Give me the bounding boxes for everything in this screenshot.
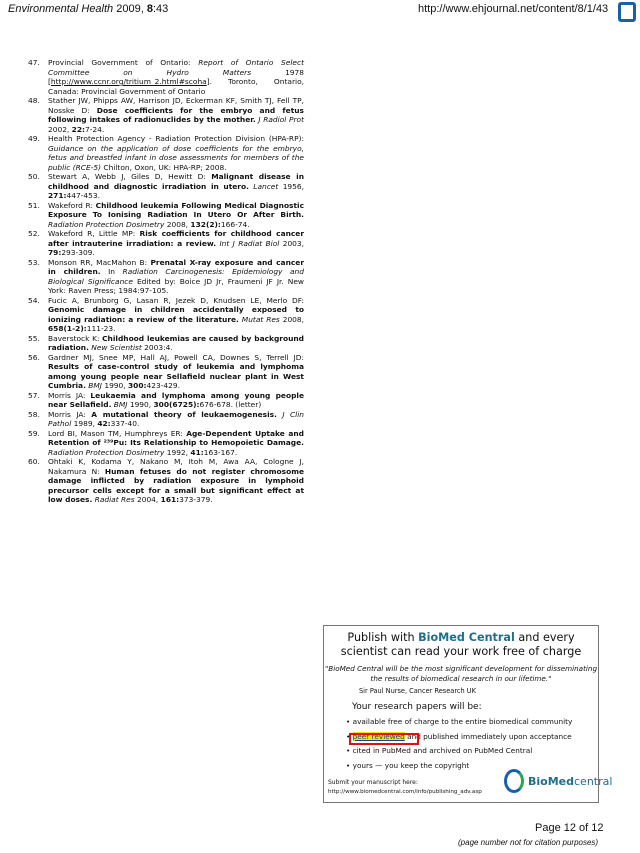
reference-segment: Risk coefficients for childhood cancer after intrauterine irradiation: a review. [48,229,305,248]
benefit-item [346,730,598,745]
reference-segment: 163-167. [203,447,238,457]
reference-segment: 676-678. (letter) [199,400,262,409]
reference-number: 51. [28,200,40,210]
reference-text [48,229,304,258]
reference-segment: Lancet [248,181,279,191]
reference-segment: Radiation Protection Dosimetry [48,219,165,229]
journal-year: 2009, [116,3,144,15]
submit-label: Submit your manuscript here: [328,779,418,786]
reference-segment: Mutat Res [238,314,280,324]
ad-headline [324,631,598,659]
page-number-note: (page number not for citation purposes) [458,838,599,847]
benefit-item: • yours — you keep the copyright [346,760,470,770]
reference-number: 54. [28,295,40,305]
benefits-list [346,715,598,773]
reference-segment: Baverstock K: [48,333,103,343]
reference-segment: Morris JA: [48,409,92,419]
benefit-text: and published immediately upon acceptance [404,731,572,741]
ad-headline-text: and every [514,631,575,644]
reference-number: 58. [28,409,40,419]
reference-segment: 2003, [279,238,304,248]
reference-text [48,457,304,505]
reference-segment: 166-74. [220,219,250,229]
reference-segment: Morris JA: [48,390,91,400]
reference-segment: 2002, [48,124,72,134]
reference-segment: BMJ [85,381,102,390]
reference-segment: 1978 [ [48,67,305,86]
reference-number: 53. [28,257,40,267]
reference-segment: 42: [97,419,111,428]
reference-segment: 111-23. [86,324,116,333]
reference-item [28,410,304,429]
reference-segment: 2004, [134,495,161,504]
reference-segment: Health Protection Agency - Radiation Protection Division (HPA-RP): [48,134,304,143]
biomed-central-ad [323,625,613,803]
reference-item [28,353,304,391]
reference-segment: 161: [160,495,180,504]
reference-number: 48. [28,96,40,105]
reference-segment: 293-309. [61,248,95,257]
reference-segment: Malignant disease in childhood and diagnostic irradiation in utero. [48,172,304,191]
reference-segment: Edited by: Boice JD Jr, Fraumeni JF Jr. New York: Raven Press; 1984:97-105. [48,276,304,295]
reference-segment: 1990, [127,400,154,409]
reference-segment: 22: [71,124,85,134]
submit-url[interactable]: http://www.biomedcentral.com/info/publishing_adv.asp [328,789,482,795]
article-number: :43 [152,3,169,15]
reference-segment: Wakeford R, Little MP: [48,229,140,238]
reference-number: 49. [28,134,40,143]
reference-segment: In [100,267,123,276]
reference-text [48,134,304,172]
reference-segment: Childhood leukemia Following Medical Diagnostic Exposure To Ionising Radiation In Utero Or After Birth. [48,200,304,219]
reference-item [28,96,304,134]
reference-segment: Int J Radiat Biol [216,238,280,248]
journal-name: Environmental Health [8,3,114,15]
reference-segment: Wakeford R: [48,200,96,210]
logo-ring-icon [504,769,524,793]
reference-segment: 337-40. [110,419,140,428]
reference-number: 55. [28,333,40,343]
journal-volume: 8 [146,3,153,15]
journal-citation [8,3,168,15]
reference-segment: 423-429. [146,381,180,390]
reference-segment: 373-379. [179,495,213,504]
reference-number: 57. [28,390,40,400]
reference-segment: 2008, [164,219,191,229]
reference-number: 52. [28,229,40,238]
reference-segment: ]. Toronto, Ontario, Canada: Provincial Government of Ontario [48,77,304,96]
reference-segment: Chilton, Oxon, UK: HPA-RP; 2008. [101,162,227,172]
reference-segment: J Radiol Prot [255,115,304,124]
bullet: • [346,731,353,741]
reference-segment: A mutational theory of leukaemogenesis. [91,409,277,419]
logo-rest: central [574,774,613,788]
reference-segment: Radiation Carcinogenesis: Epidemiology and Biological Significance [48,267,304,286]
article-url[interactable]: http://www.ehjournal.net/content/8/1/43 [418,3,609,15]
reference-number: 60. [28,457,40,466]
peer-reviewed-highlight[interactable]: peer reviewed [352,731,405,741]
reference-number: 50. [28,172,40,181]
reference-text [48,201,304,230]
reference-number: 56. [28,352,40,362]
reference-segment: Prenatal X-ray exposure and cancer in children. [48,257,304,276]
reference-text [48,334,304,353]
reference-segment: 1990, [101,381,128,390]
quote-author: Sir Paul Nurse, Cancer Research UK [359,687,476,695]
logo-bold: BioMed [528,774,574,788]
reference-item [28,229,304,258]
papers-heading: Your research papers will be: [352,702,482,712]
reference-segment: Lord BI, Mason TM, Humphreys ER: [48,428,187,438]
ad-quote: "BioMed Central will be the most significant development for disseminating the results of biomedical research in our lifetime." [324,664,598,683]
reference-segment: 2008, [279,314,305,324]
submit-info [328,778,482,797]
reference-segment: 132(2): [190,219,221,229]
reference-segment: Ohtaki K, Kodama Y, Nakano M, Itoh M, Awa AA, Cologne J, Nakamura N: [48,457,304,476]
reference-segment: Stewart A, Webb J, Giles D, Hewitt D: [48,172,212,181]
reference-text [48,172,304,201]
benefit-item: • available free of charge to the entire biomedical community [346,717,573,726]
reference-segment: Stather JW, Phipps AW, Harrison JD, Eckerman KF, Smith TJ, Fell TP, Nosske D: [48,96,304,115]
reference-segment: 1992, [164,447,191,457]
reference-segment: Radiation Protection Dosimetry [48,447,165,457]
reference-segment: 1956, [278,181,304,191]
reference-list [28,58,304,505]
reference-segment: 2003:4. [141,343,173,352]
reference-link[interactable]: http://www.ccnr.org/tritium_2.html#scoha [50,77,207,86]
ad-headline-text: scientist can read your work free of charge [340,645,582,658]
reference-segment: 271: [48,191,67,200]
reference-segment: 1989, [71,419,98,428]
reference-item [28,134,304,172]
reference-item [28,429,304,458]
ad-headline-text: Publish with [347,631,419,644]
reference-segment: Radiat Res [92,495,135,504]
reference-segment: Guidance on the application of dose coefficients for the embryo, fetus and breastfed infant in dose assessments for members of the public (RCE-5) [48,143,304,172]
reference-segment: 7-24. [84,124,105,134]
reference-item [28,334,304,353]
reference-text [48,58,304,96]
reference-text [48,410,304,429]
reference-text [48,258,304,296]
reference-segment: Dose coefficients for the embryo and fetus following intakes of radionuclides by the mother. [48,105,304,124]
annotation-box [349,733,419,745]
reference-segment: 300: [128,381,147,390]
reference-segment: J Clin Pathol [48,409,304,428]
reference-text [48,96,304,134]
biomed-central-logo [504,769,612,793]
reference-segment: Age-Dependent Uptake and Retention of ²³⁹Pu: Its Relationship to Hemopoietic Damage. [48,428,304,447]
reference-item [28,58,304,96]
reference-segment: 658(1-2): [48,324,87,333]
reference-segment: Leukaemia and lymphoma among young people near Sellafield. [48,390,304,409]
reference-item [28,201,304,230]
reference-number: 59. [28,428,40,438]
reference-segment: 300(6725): [153,400,200,409]
reference-text [48,391,304,410]
logo-text [528,775,612,788]
brand-name: BioMed Central [418,631,515,644]
reference-item [28,296,304,334]
page-number: Page 12 of 12 [535,822,604,834]
reference-number: 47. [28,58,40,67]
reference-segment: New Scientist [88,343,142,352]
journal-logo-icon [618,2,636,22]
reference-segment: Provincial Government of Ontario: [48,58,199,67]
reference-segment: Fucic A, Brunborg G, Lasan R, Jezek D, Knudsen LE, Merlo DF: [48,295,304,305]
reference-segment: 79: [48,248,62,257]
highlighted-text[interactable] [353,732,405,741]
reference-segment: 447-453. [66,191,100,200]
reference-segment: Childhood leukemias are caused by background radiation. [48,333,304,352]
reference-segment: Monson RR, MacMahon B: [48,257,151,267]
reference-item [28,391,304,410]
reference-item [28,457,304,505]
reference-segment: Report of Ontario Select Committee on Hydro Matters [48,58,304,77]
reference-segment: Gardner MJ, Snee MP, Hall AJ, Powell CA, Downes S, Terrell JD: [48,352,304,362]
reference-text [48,429,304,458]
reference-item [28,258,304,296]
reference-segment: 41: [190,447,204,457]
benefit-item: • cited in PubMed and archived on PubMed Central [346,746,533,755]
reference-text [48,353,304,391]
reference-segment: Genomic damage in children accidentally exposed to ionizing radiation: a review of the literature. [48,305,304,324]
reference-text [48,296,304,334]
reference-segment: Human fetuses do not register chromosome damage inflicted by radiation exposure in lymphoid precursor cells except for a small but significant effect at low doses. [48,466,304,504]
reference-item [28,172,304,201]
reference-segment: BMJ [111,400,128,409]
reference-segment: Results of case-control study of leukemia and lymphoma among young people near Sellafield nuclear plant in West Cumbria. [48,362,304,390]
